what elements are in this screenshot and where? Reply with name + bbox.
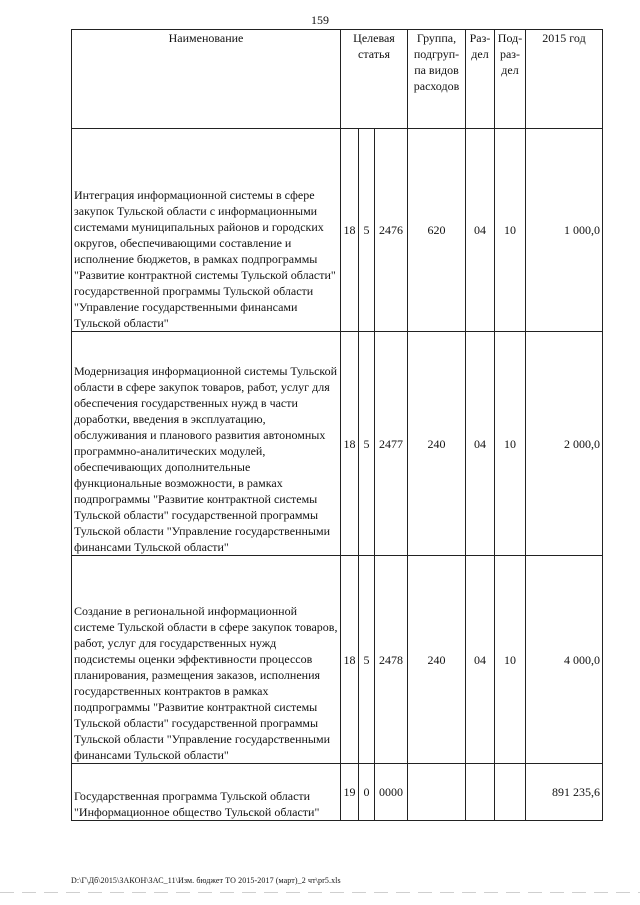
row-subsection: 10 — [495, 556, 526, 764]
header-row — [72, 30, 603, 129]
header-target-article: Целевая статья — [341, 30, 408, 129]
table-row — [72, 129, 603, 332]
target-code-program: 18 — [341, 129, 359, 332]
row-section: 04 — [466, 332, 495, 556]
row-subsection: 10 — [495, 129, 526, 332]
header-year: 2015 год — [526, 30, 603, 129]
row-section: 04 — [466, 129, 495, 332]
target-code-subprogram: 0 — [359, 764, 375, 821]
row-amount: 891 235,6 — [526, 764, 603, 821]
table-row — [72, 332, 603, 556]
target-code-direction: 2478 — [375, 556, 408, 764]
header-name: Наименование — [72, 30, 341, 129]
row-name: Модернизация информационной системы Тульской области в сфере закупок товаров, работ, услуг для обеспечения государственных нужд в части доработки, введения в эксплуатацию, обслуживания и планового развития автономных программно-аналитических модулей, обеспечивающих дополнительные функциональные возможности, в рамках подпрограммы "Развитие контрактной системы Тульской области" государственной программы Тульской области "Управление государственными финансами Тульской области" — [72, 332, 341, 556]
row-name: Государственная программа Тульской области "Информационное общество Тульской области" — [72, 764, 341, 821]
target-code-direction: 0000 — [375, 764, 408, 821]
file-path-footer: D:\Г\Дб\2015\ЗАКОН\ЗАС_11\Изм. бюджет ТО 2015-2017 (март)_2 чт\pr5.xls — [71, 876, 341, 885]
target-code-direction: 2476 — [375, 129, 408, 332]
table-row — [72, 764, 603, 821]
target-code-direction: 2477 — [375, 332, 408, 556]
target-code-subprogram: 5 — [359, 129, 375, 332]
row-amount: 2 000,0 — [526, 332, 603, 556]
target-code-subprogram: 5 — [359, 332, 375, 556]
table-row — [72, 556, 603, 764]
row-group: 620 — [408, 129, 466, 332]
row-amount: 4 000,0 — [526, 556, 603, 764]
row-group: 240 — [408, 332, 466, 556]
scan-edge-line — [0, 892, 640, 893]
header-subsection: Под-раз-дел — [495, 30, 526, 129]
target-code-program: 18 — [341, 556, 359, 764]
row-amount: 1 000,0 — [526, 129, 603, 332]
budget-table — [71, 29, 603, 821]
target-code-program: 19 — [341, 764, 359, 821]
row-section: 04 — [466, 556, 495, 764]
target-code-subprogram: 5 — [359, 556, 375, 764]
row-group: 240 — [408, 556, 466, 764]
row-name: Создание в региональной информационной системе Тульской области в сфере закупок товаров, работ, услуг для государственных нужд подсистемы оценки эффективности процессов планирования, размещения заказов, исполнения государственных контрактов в рамках подпрограммы "Развитие контрактной системы Тульской области" государственной программы Тульской области "Управление государственными финансами Тульской области" — [72, 556, 341, 764]
row-name: Интеграция информационной системы в сфере закупок Тульской области с информационными системами муниципальных районов и городских округов, обеспечивающими составление и исполнение бюджетов, в рамках подпрограммы "Развитие контрактной системы Тульской области" государственной программы Тульской области "Управление государственными финансами Тульской области" — [72, 129, 341, 332]
header-section: Раз-дел — [466, 30, 495, 129]
target-code-program: 18 — [341, 332, 359, 556]
page-number: 159 — [311, 13, 329, 27]
row-section — [466, 764, 495, 821]
header-group: Группа, подгруп-па видов расходов — [408, 30, 466, 129]
row-subsection: 10 — [495, 332, 526, 556]
row-subsection — [495, 764, 526, 821]
row-group — [408, 764, 466, 821]
